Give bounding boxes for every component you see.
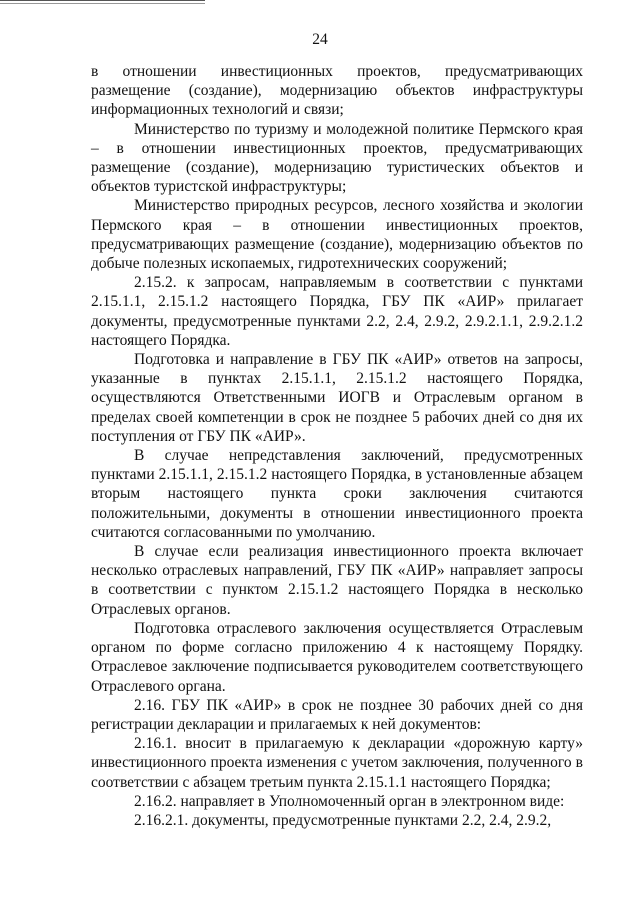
paragraph: Министерство природных ресурсов, лесного хозяйства и экологии Пермского края – в отношении инвестиционных проектов, предусматривающих размещение (создание), модернизацию объектов по добыче полезных ископаемых, гидротехнических сооружений; <box>91 197 583 273</box>
paragraph: 2.16.1. вносит в прилагаемую к декларации «дорожную карту» инвестиционного проекта изменения с учетом заключения, полученного в соответствии с абзацем третьим пункта 2.15.1.1 настоящего Порядка; <box>91 735 583 791</box>
page-number: 24 <box>312 31 328 48</box>
paragraph: В случае непредставления заключений, предусмотренных пунктами 2.15.1.1, 2.15.1.2 настоящего Порядка, в установленные абзацем вторым настоящего пункта сроки заключения считаются положительными, документы в отношении инвестиционного проекта считаются согласованными по умолчанию. <box>91 447 583 541</box>
scan-edge-line <box>0 0 205 4</box>
paragraph: В случае если реализация инвестиционного проекта включает несколько отраслевых направлений, ГБУ ПК «АИР» направляет запросы в соответствии с пунктом 2.15.1.2 настоящего Порядка в несколько Отраслевых органов. <box>91 543 583 618</box>
paragraph: 2.16.2.1. документы, предусмотренные пунктами 2.2, 2.4, 2.9.2, <box>134 811 552 829</box>
paragraph: Подготовка и направление в ГБУ ПК «АИР» ответов на запросы, указанные в пунктах 2.15.1.1, 2.15.1.2 настоящего Порядка, осуществляются Ответственными ИОГВ и Отраслевым органом в пределах своей компетенции в срок не позднее 5 рабочих дней со дня их поступления от ГБУ ПК «АИР». <box>91 351 583 445</box>
paragraph: Подготовка отраслевого заключения осуществляется Отраслевым органом по форме согласно приложению 4 к настоящему Порядку. Отраслевое заключение подписывается руководителем соответствующего Отраслевого органа. <box>91 619 583 695</box>
paragraph: 2.16.2. направляет в Уполномоченный орган в электронном виде: <box>134 792 565 810</box>
paragraph: 2.15.2. к запросам, направляемым в соответствии с пунктами 2.15.1.1, 2.15.1.2 настоящего Порядка, ГБУ ПК «АИР» прилагает документы, предусмотренные пунктами 2.2, 2.4, 2.9.2, 2.9.2.1.1, 2.9.2.1.2 настоящего Порядка. <box>91 274 583 349</box>
paragraph: Министерство по туризму и молодежной политике Пермского края – в отношении инвестиционных проектов, предусматривающих размещение (создание), модернизацию туристических объектов и объектов туристской инфраструктуры; <box>91 120 583 196</box>
paragraph: в отношении инвестиционных проектов, предусматривающих размещение (создание), модернизацию объектов инфраструктуры информационных технологий и связи; <box>91 63 583 119</box>
document-body <box>91 62 583 830</box>
paragraph: 2.16. ГБУ ПК «АИР» в срок не позднее 30 рабочих дней со дня регистрации декларации и прилагаемых к ней документов: <box>91 696 583 733</box>
